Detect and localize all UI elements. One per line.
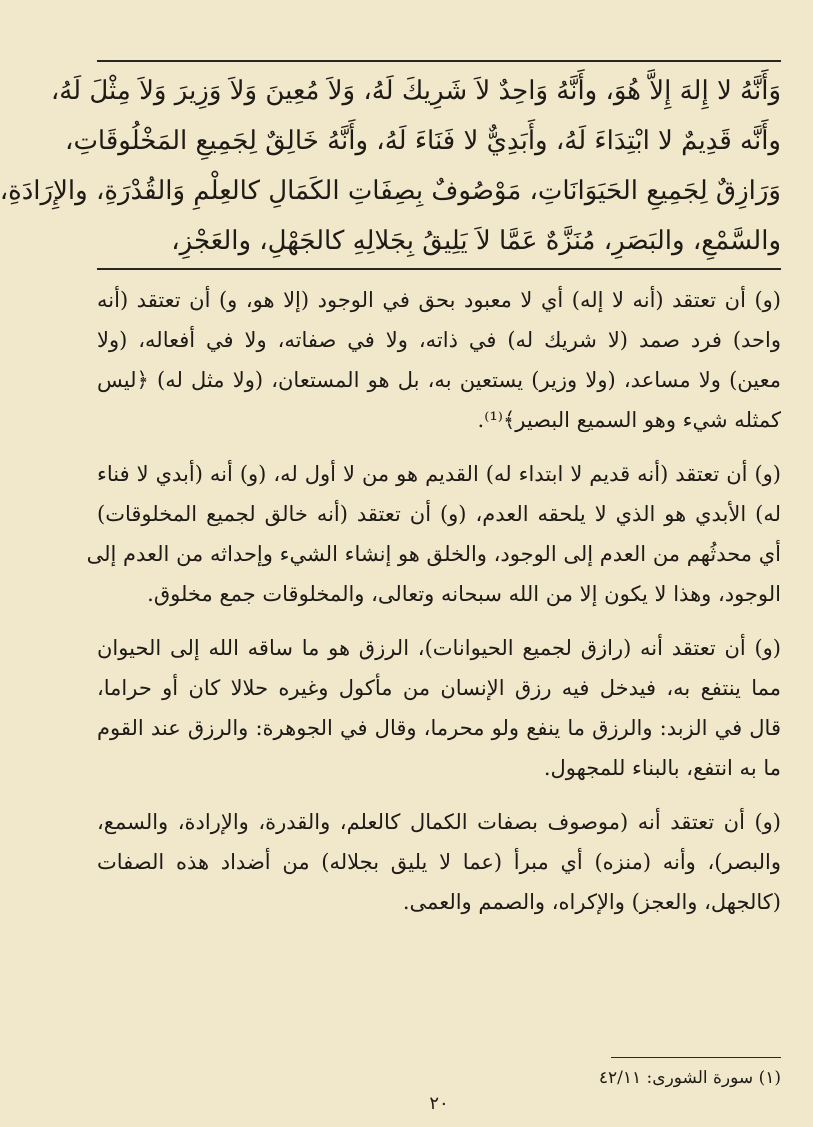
matn-line: وأَنَّه قَدِيمٌ لا ابْتِدَاءَ لَهُ، وأَبَدِيٌّ لا فَنَاءَ لَهُ، وأَنَّهُ خَالِقٌ لِجَمِيعِ المَخْلُوقَاتِ، [65, 126, 781, 156]
sharh-line: واحد) فرد صمد (لا شريك له) في ذاته، ولا في صفاته، ولا في أفعاله، (ولا [97, 328, 781, 352]
sharh-paragraph [97, 628, 781, 788]
sharh-line: (و) أن تعتقد (أنه قديم لا ابتداء له) القديم هو من لا أول له، (و) أنه (أبدي لا فناء [97, 462, 781, 486]
sharh-line: قال في الزبد: والرزق ما ينفع ولو محرما، وقال في الجوهرة: والرزق عند القوم [97, 716, 781, 740]
matn-text [0, 66, 781, 266]
sharh-paragraph [86, 454, 781, 614]
matn-line: وَأَنَّهُ لا إِلهَ إِلاَّ هُوَ، وأَنَّهُ وَاحِدٌ لاَ شَرِيكَ لَهُ، وَلاَ مُعِينَ وَلاَ وَزِيرَ وَلاَ مِثْلَ لَهُ، [50, 76, 781, 106]
sharh-paragraph [97, 802, 781, 922]
sharh-line: الوجود، وهذا لا يكون إلا من الله سبحانه وتعالى، والمخلوقات جمع مخلوق. [147, 582, 781, 606]
footnote-rule [611, 1057, 781, 1058]
sharh-line: ما به انتفع، بالبناء للمجهول. [543, 756, 781, 780]
sharh-line: (كالجهل، والعجز) والإكراه، والصمم والعمى. [402, 890, 781, 914]
sharh-line: (و) أن تعتقد أنه (موصوف بصفات الكمال كالعلم، والقدرة، والإرادة، والسمع، [97, 810, 781, 834]
sharh-line: (و) أن تعتقد أنه (رازق لجميع الحيوانات)، الرزق هو ما ساقه الله إلى الحيوان [97, 636, 781, 660]
sharh-line: والبصر)، وأنه (منزه) أي مبرأ (عما لا يليق بجلاله) من أضداد هذه الصفات [97, 850, 781, 874]
sharh-paragraph [97, 280, 781, 440]
sharh-line: كمثله شيء وهو السميع البصير﴾⁽¹⁾. [477, 408, 781, 432]
sharh-line: مما ينتفع به، فيدخل فيه رزق الإنسان من مأكول وغيره حلالا كان أو حراما، [97, 676, 781, 700]
sharh-line: له) الأبدي هو الذي لا يلحقه العدم، (و) أن تعتقد (أنه خالق لجميع المخلوقات) [97, 502, 781, 526]
footnote: (١) سورة الشورى: ٤٢/١١ [598, 1068, 781, 1088]
page-number: ٢٠ [429, 1093, 449, 1114]
sharh-line: (و) أن تعتقد (أنه لا إله) أي لا معبود بحق في الوجود (إلا هو، و) أن تعتقد (أنه [97, 288, 781, 312]
top-rule [97, 60, 781, 62]
matn-line: والسَّمْعِ، والبَصَرِ، مُنَزَّهٌ عَمَّا لاَ يَلِيقُ بِجَلالِهِ كالجَهْلِ، والعَجْزِ، [171, 226, 781, 256]
matn-line: وَرَازِقٌ لِجَمِيعِ الحَيَوَانَاتِ، مَوْصُوفٌ بِصِفَاتِ الكَمَالِ كالعِلْمِ وَالقُدْرَةِ، والإِرَادَةِ، [0, 176, 781, 206]
sharh-commentary [86, 280, 781, 936]
sharh-line: أي محدثُهم من العدم إلى الوجود، والخلق هو إنشاء الشيء وإحداثه من العدم إلى [86, 542, 781, 566]
separator-rule [97, 268, 781, 270]
sharh-line: معين) ولا مساعد، (ولا وزير) يستعين به، بل هو المستعان، (ولا مثل له) ﴿ليس [97, 368, 781, 392]
